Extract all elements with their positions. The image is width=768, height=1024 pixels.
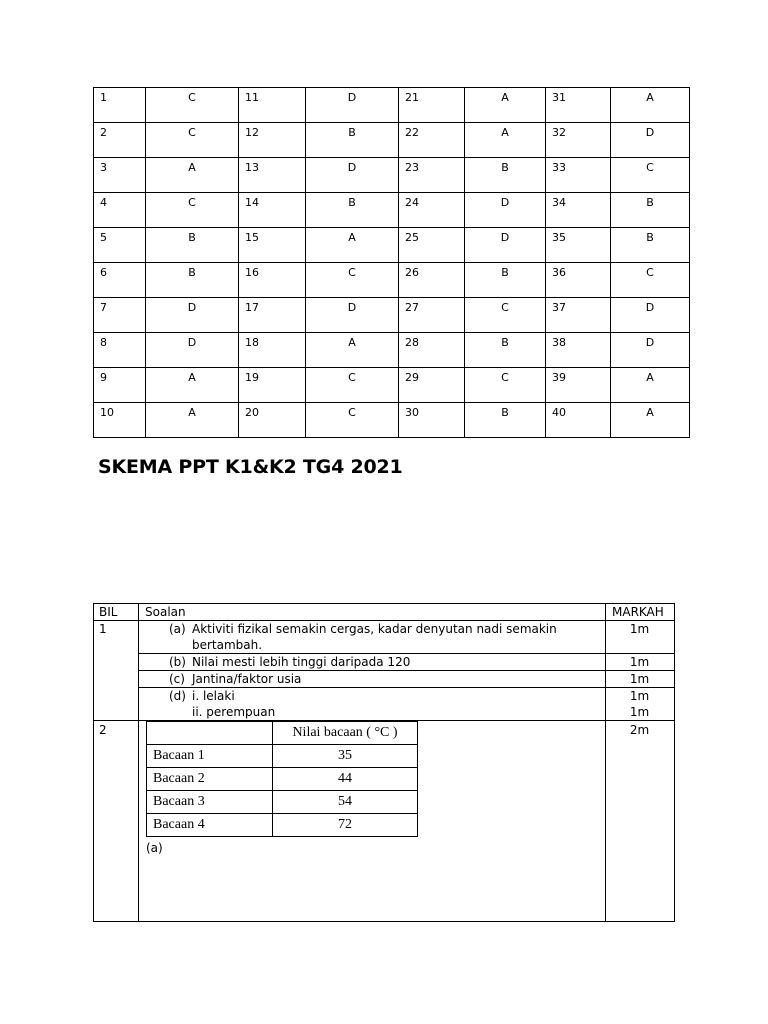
question-number-cell: 11 [239, 88, 306, 123]
header-markah: MARKAH [612, 605, 664, 619]
answer-cell: D [306, 88, 399, 123]
answer-key-row [94, 158, 690, 193]
answer-cell: A [611, 368, 690, 403]
answer-key-row [94, 368, 690, 403]
q1d-answer-line1: i. lelaki [192, 689, 235, 703]
question-number-cell: 12 [239, 123, 306, 158]
question-number-cell: 34 [546, 193, 611, 228]
q1d-mark-1: 1m [629, 689, 650, 703]
reading-value: 44 [273, 768, 418, 791]
answer-cell: A [465, 88, 546, 123]
q2a-label: (a) [146, 841, 163, 855]
answer-cell: A [306, 333, 399, 368]
answer-cell: C [146, 88, 239, 123]
question-number-cell: 29 [399, 368, 465, 403]
answer-cell: D [465, 228, 546, 263]
column-divider [138, 604, 139, 921]
answer-key-row [94, 333, 690, 368]
answer-key-row [94, 228, 690, 263]
answer-key-row [94, 193, 690, 228]
header-bil: BIL [99, 605, 118, 619]
reading-value: 72 [273, 814, 418, 837]
question-number-cell: 15 [239, 228, 306, 263]
question-number-cell: 20 [239, 403, 306, 438]
question-number-cell: 18 [239, 333, 306, 368]
marking-scheme-table [93, 603, 675, 922]
answer-cell: A [465, 123, 546, 158]
question-number-cell: 1 [94, 88, 146, 123]
question-number-cell: 24 [399, 193, 465, 228]
question-number-cell: 3 [94, 158, 146, 193]
question-number-cell: 7 [94, 298, 146, 333]
answer-cell: B [465, 403, 546, 438]
question-number-cell: 2 [94, 123, 146, 158]
answer-cell: D [146, 333, 239, 368]
question-number-2: 2 [99, 723, 107, 737]
answer-key-row [94, 263, 690, 298]
reading-label: Bacaan 2 [147, 768, 273, 791]
q1c-mark: 1m [629, 672, 650, 686]
answer-cell: D [465, 193, 546, 228]
question-number-cell: 33 [546, 158, 611, 193]
question-number-1: 1 [99, 622, 107, 636]
reading-table-header: Nilai bacaan ( °C ) [273, 722, 418, 745]
answer-cell: A [146, 158, 239, 193]
answer-cell: B [306, 123, 399, 158]
question-number-cell: 17 [239, 298, 306, 333]
answer-cell: B [465, 158, 546, 193]
q1a-answer-line1: Aktiviti fizikal semakin cergas, kadar denyutan nadi semakin [192, 622, 557, 636]
question-number-cell: 16 [239, 263, 306, 298]
answer-key-row [94, 88, 690, 123]
answer-cell: C [611, 263, 690, 298]
question-number-cell: 40 [546, 403, 611, 438]
q1d-mark-2: 1m [629, 705, 650, 719]
reading-row [147, 814, 418, 837]
question-number-cell: 25 [399, 228, 465, 263]
question-number-cell: 27 [399, 298, 465, 333]
question-number-cell: 36 [546, 263, 611, 298]
answer-cell: D [611, 333, 690, 368]
q1d-answer-line2: ii. perempuan [192, 705, 276, 719]
answer-cell: C [465, 368, 546, 403]
question-number-cell: 21 [399, 88, 465, 123]
answer-cell: A [611, 88, 690, 123]
answer-cell: B [611, 228, 690, 263]
question-number-cell: 35 [546, 228, 611, 263]
answer-cell: B [465, 333, 546, 368]
answer-key-row [94, 403, 690, 438]
question-number-cell: 6 [94, 263, 146, 298]
answer-cell: C [306, 263, 399, 298]
q1d-label: (d) [169, 689, 186, 703]
q1c-answer: Jantina/faktor usia [192, 672, 302, 686]
question-number-cell: 23 [399, 158, 465, 193]
answer-key-table [93, 87, 690, 438]
question-number-cell: 10 [94, 403, 146, 438]
answer-cell: C [146, 123, 239, 158]
q1b-answer: Nilai mesti lebih tinggi daripada 120 [192, 655, 411, 669]
answer-cell: C [306, 368, 399, 403]
answer-cell: D [611, 123, 690, 158]
answer-key-body [94, 88, 690, 438]
answer-cell: C [465, 298, 546, 333]
question-number-cell: 14 [239, 193, 306, 228]
answer-cell: A [146, 368, 239, 403]
q1a-answer-line2: bertambah. [192, 638, 263, 652]
question-number-cell: 8 [94, 333, 146, 368]
answer-key-row [94, 123, 690, 158]
question-number-cell: 26 [399, 263, 465, 298]
reading-row [147, 768, 418, 791]
q1a-label: (a) [169, 622, 186, 636]
reading-table-corner [147, 722, 273, 745]
reading-label: Bacaan 3 [147, 791, 273, 814]
reading-value: 35 [273, 745, 418, 768]
answer-cell: B [146, 228, 239, 263]
answer-cell: D [306, 158, 399, 193]
reading-table [146, 721, 418, 837]
answer-cell: A [146, 403, 239, 438]
question-number-cell: 38 [546, 333, 611, 368]
q1b-mark: 1m [629, 655, 650, 669]
q1b-label: (b) [169, 655, 186, 669]
question-number-cell: 4 [94, 193, 146, 228]
answer-cell: B [465, 263, 546, 298]
answer-key-row [94, 298, 690, 333]
answer-cell: B [146, 263, 239, 298]
question-number-cell: 22 [399, 123, 465, 158]
reading-value: 54 [273, 791, 418, 814]
answer-cell: A [306, 228, 399, 263]
reading-label: Bacaan 4 [147, 814, 273, 837]
answer-cell: D [611, 298, 690, 333]
question-number-cell: 5 [94, 228, 146, 263]
q2-mark: 2m [629, 723, 650, 737]
question-number-cell: 28 [399, 333, 465, 368]
answer-cell: C [306, 403, 399, 438]
question-number-cell: 32 [546, 123, 611, 158]
answer-cell: D [306, 298, 399, 333]
question-number-cell: 37 [546, 298, 611, 333]
reading-row [147, 791, 418, 814]
question-number-cell: 31 [546, 88, 611, 123]
header-soalan: Soalan [145, 605, 186, 619]
question-number-cell: 30 [399, 403, 465, 438]
question-number-cell: 19 [239, 368, 306, 403]
reading-table-header-row [147, 722, 418, 745]
answer-cell: C [611, 158, 690, 193]
question-number-cell: 39 [546, 368, 611, 403]
q1c-label: (c) [169, 672, 185, 686]
page-title: SKEMA PPT K1&K2 TG4 2021 [98, 456, 403, 478]
answer-cell: B [306, 193, 399, 228]
reading-row [147, 745, 418, 768]
question-number-cell: 9 [94, 368, 146, 403]
answer-cell: B [611, 193, 690, 228]
reading-label: Bacaan 1 [147, 745, 273, 768]
question-number-cell: 13 [239, 158, 306, 193]
answer-cell: A [611, 403, 690, 438]
column-divider [605, 604, 606, 921]
answer-cell: D [146, 298, 239, 333]
answer-cell: C [146, 193, 239, 228]
q1a-mark: 1m [629, 622, 650, 636]
